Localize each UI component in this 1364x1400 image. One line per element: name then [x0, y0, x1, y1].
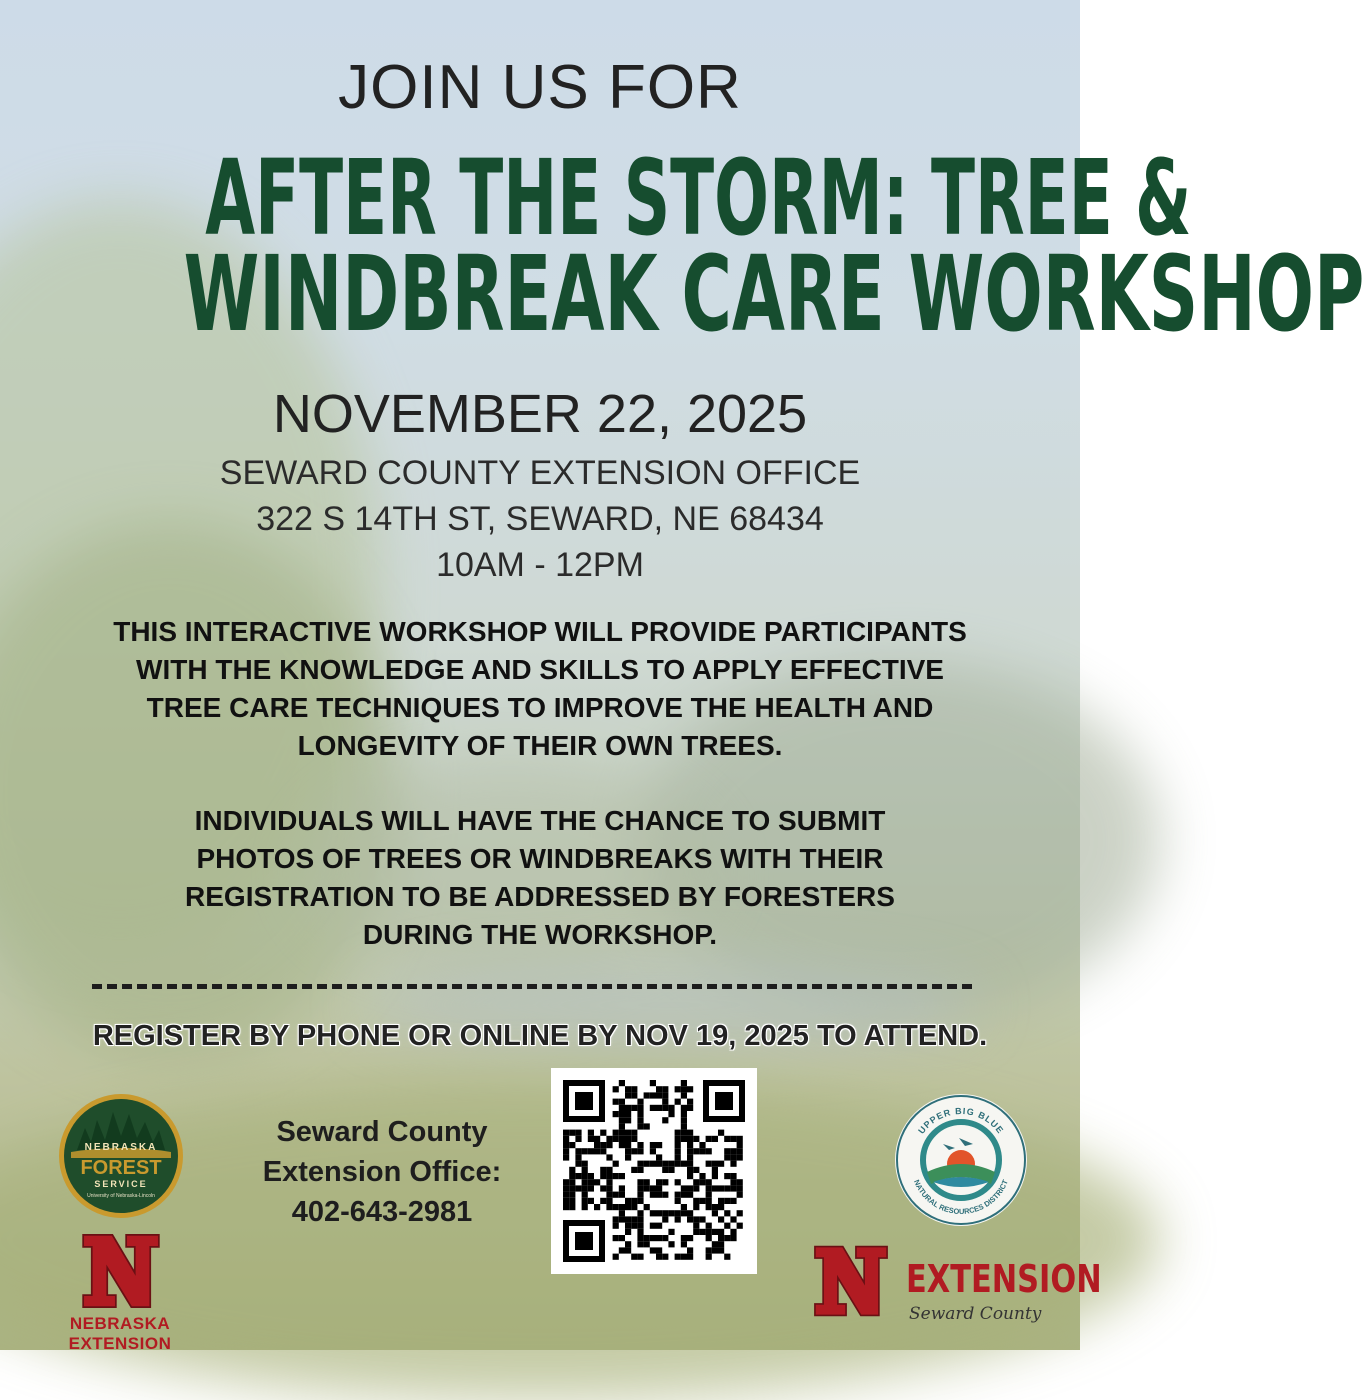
- event-location: SEWARD COUNTY EXTENSION OFFICE: [219, 454, 861, 492]
- event-title-line2: WINDBREAK CARE WORKSHOP: [183, 233, 1364, 355]
- nrd-seal-bottom: NATURAL RESOURCES DISTRICT: [912, 1178, 1010, 1217]
- upper-big-blue-seal-icon: [893, 1092, 1029, 1228]
- event-address: 322 S 14TH ST, SEWARD, NE 68434: [256, 500, 824, 538]
- contact-line2: Extension Office:: [262, 1156, 502, 1188]
- event-time: 10AM - 12PM: [436, 546, 644, 584]
- description-1: THIS INTERACTIVE WORKSHOP WILL PROVIDE PARTICIPANTS WITH THE KNOWLEDGE AND SKILLS TO APPLY EFFECTIVE TREE CARE TECHNIQUES TO IMPROVE THE HEALTH AND LONGEVITY OF THEIR OWN TREES.: [113, 616, 967, 761]
- event-info: [0, 450, 1080, 588]
- forest-seal-bottom: SERVICE: [94, 1179, 148, 1189]
- nebraska-n-logo-icon: [78, 1228, 164, 1314]
- event-title: [0, 137, 1364, 355]
- nebraska-extension-label: NEBRASKA EXTENSION: [68, 1314, 172, 1353]
- extension-seward-county: Seward County: [909, 1304, 1042, 1324]
- contact-phone: 402-643-2981: [291, 1196, 473, 1228]
- forest-seal-university: University of Nebraska-Lincoln: [87, 1193, 155, 1199]
- qr-code-icon[interactable]: [551, 1068, 757, 1274]
- intro-heading: JOIN US FOR: [338, 53, 742, 122]
- contact-info: [232, 1112, 532, 1232]
- divider: [92, 984, 972, 989]
- description-2: INDIVIDUALS WILL HAVE THE CHANCE TO SUBMIT PHOTOS OF TREES OR WINDBREAKS WITH THEIR REGISTRATION TO BE ADDRESSED BY FORESTERS DURING THE WORKSHOP.: [185, 805, 895, 950]
- forest-service-seal-icon: [57, 1092, 185, 1220]
- forest-seal-top: NEBRASKA: [84, 1142, 158, 1153]
- event-title-line1: AFTER THE STORM: TREE &: [205, 137, 1192, 259]
- nrd-seal-top: UPPER BIG BLUE: [916, 1105, 1006, 1136]
- contact-line1: Seward County: [276, 1116, 488, 1148]
- event-date: NOVEMBER 22, 2025: [272, 384, 808, 444]
- extension-wordmark: EXTENSION: [906, 1257, 1102, 1301]
- nebraska-n-extension-icon: [810, 1240, 892, 1322]
- forest-seal-middle: FOREST: [80, 1157, 162, 1179]
- register-notice: REGISTER BY PHONE OR ONLINE BY NOV 19, 2025 TO ATTEND.: [92, 1020, 988, 1052]
